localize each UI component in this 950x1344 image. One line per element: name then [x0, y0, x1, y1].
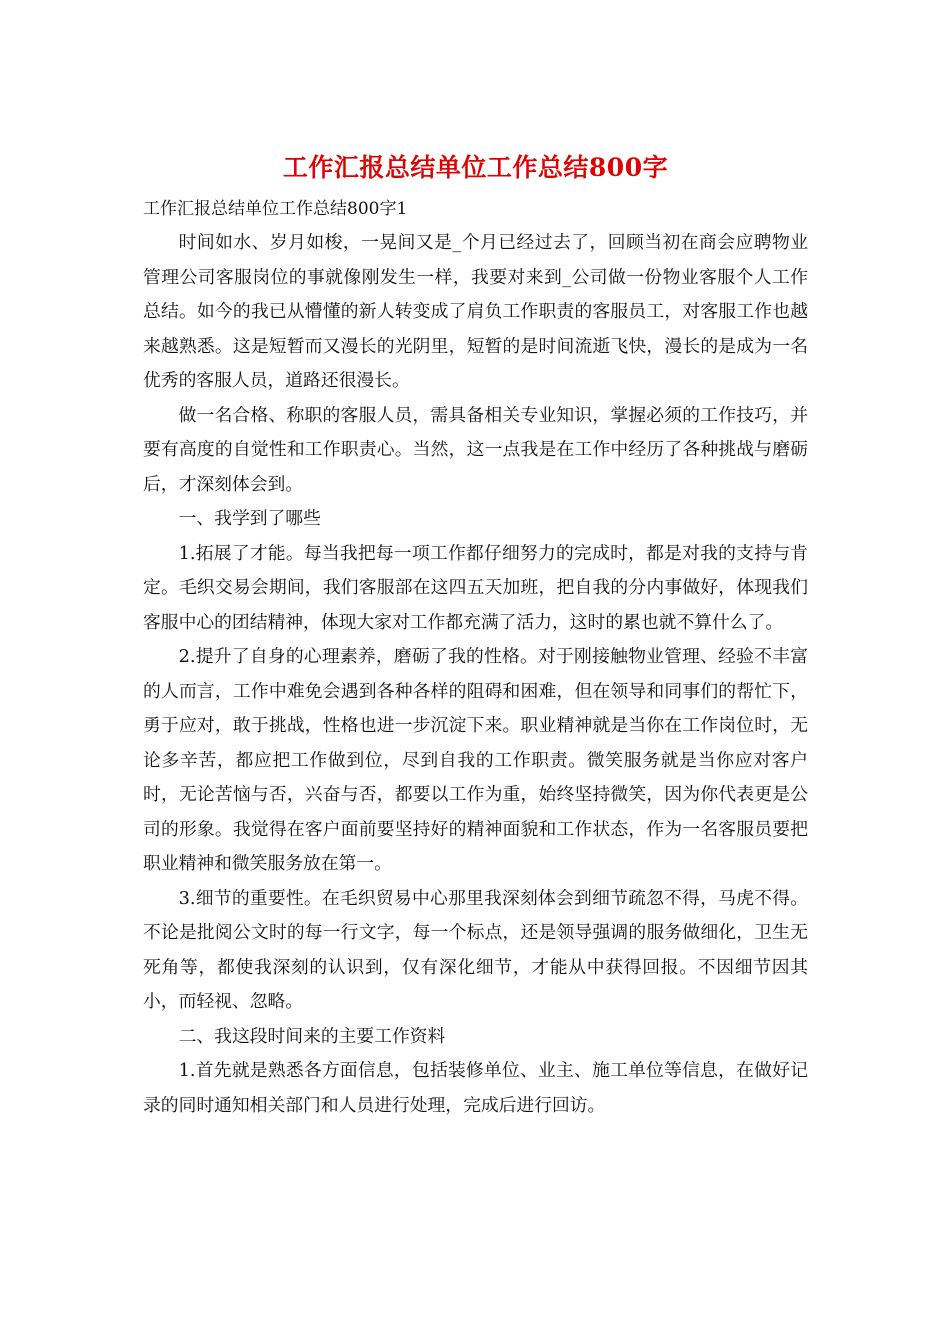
section-item: 1.首先就是熟悉各方面信息，包括装修单位、业主、施工单位等信息，在做好记录的同时通知相关部门和人员进行处理，完成后进行回访。: [143, 1060, 808, 1116]
section-item: 2.提升了自身的心理素养，磨砺了我的性格。对于刚接触物业管理、经验不丰富的人而言，工作中难免会遇到各种各样的阻碍和困难，但在领导和同事们的帮忙下，勇于应对，敢于挑战，性格也进一步沉淀下来。职业精神就是当你在工作岗位时，无论多辛苦，都应把工作做到位，尽到自我的工作职责。微笑服务就是当你应对客户时，无论苦恼与否，兴奋与否，都要以工作为重，始终坚持微笑，因为你代表更是公司的形象。我觉得在客户面前要坚持好的精神面貌和工作状态，作为一名客服员要把职业精神和微笑服务放在第一。: [143, 646, 808, 874]
section-heading: 二、我这段时间来的主要工作资料: [178, 1025, 446, 1047]
document-subtitle: 工作汇报总结单位工作总结800字1: [143, 199, 408, 219]
section-item: 3.细节的重要性。在毛织贸易中心那里我深刻体会到细节疏忽不得，马虎不得。不论是批阅公文时的每一行文字，每一个标点，还是领导强调的服务做细化，卫生无死角等，都使我深刻的认识到，仅有深化细节，才能从中获得回报。不因细节因其小，而轻视、忽略。: [143, 887, 808, 1012]
intro-paragraph: 时间如水、岁月如梭，一晃间又是_个月已经过去了，回顾当初在商会应聘物业管理公司客服岗位的事就像刚发生一样，我要对来到_公司做一份物业客服个人工作总结。如今的我已从懵懂的新人转变成了肩负工作职责的客服员工，对客服工作也越来越熟悉。这是短暂而又漫长的光阴里，短暂的是时间流逝飞快，漫长的是成为一名优秀的客服人员，道路还很漫长。: [143, 232, 808, 391]
document-title: 工作汇报总结单位工作总结800字: [282, 153, 669, 182]
document-body: [143, 148, 808, 1123]
section-heading: 一、我学到了哪些: [178, 508, 321, 529]
section-item: 1.拓展了才能。每当我把每一项工作都仔细努力的完成时，都是对我的支持与肯定。毛织交易会期间，我们客服部在这四五天加班，把自我的分内事做好，体现我们客服中心的团结精神，体现大家对工作都充满了活力，这时的累也就不算什么了。: [143, 542, 808, 633]
intro-paragraph: 做一名合格、称职的客服人员，需具备相关专业知识，掌握必须的工作技巧，并要有高度的自觉性和工作职责心。当然，这一点我是在工作中经历了各种挑战与磨砺后，才深刻体会到。: [143, 404, 808, 495]
